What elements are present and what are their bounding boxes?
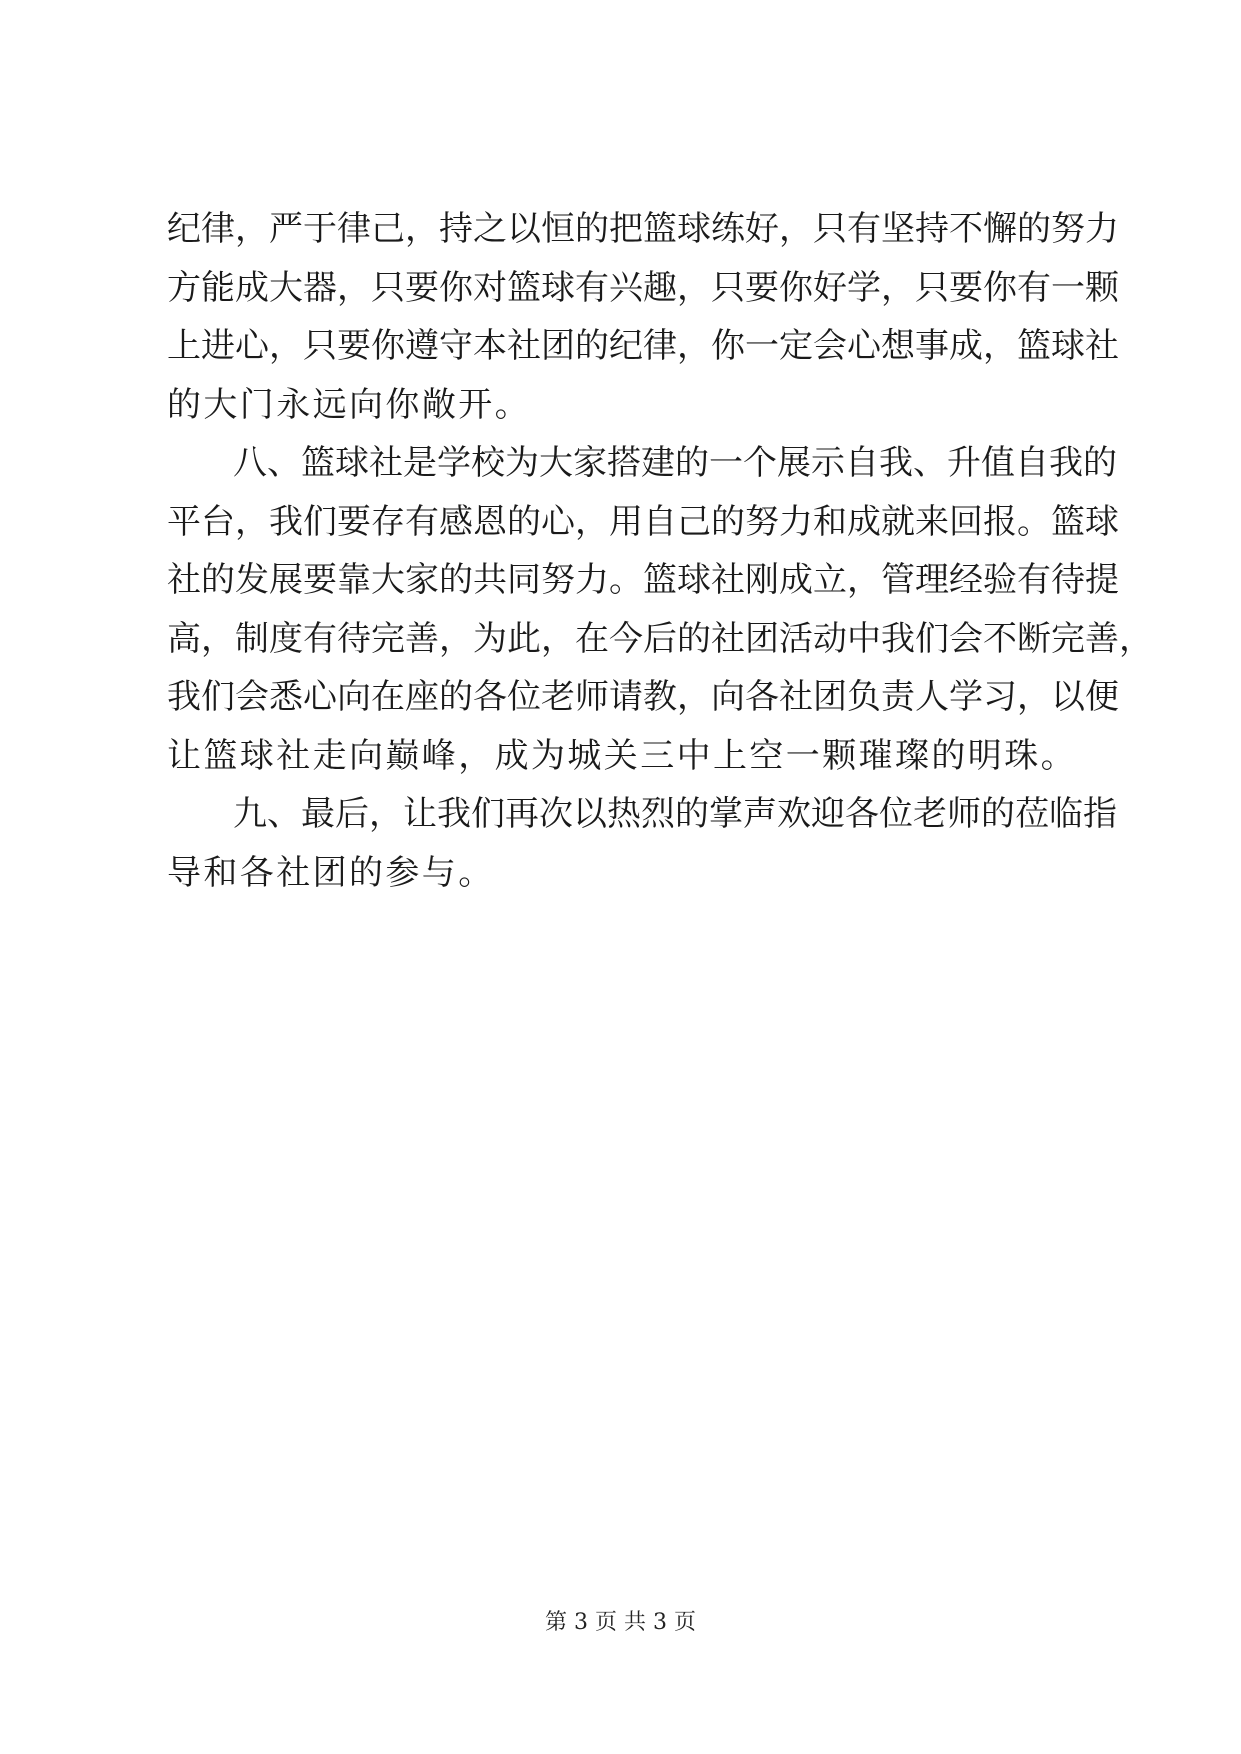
paragraph-line: 高，制度有待完善，为此，在今后的社团活动中我们会不断完善， — [167, 618, 1153, 659]
page-number-label: 第 3 页 共 3 页 — [545, 1610, 696, 1635]
paragraph-line: 平台，我们要存有感恩的心，用自己的努力和成就来回报。篮球 — [167, 501, 1119, 542]
page-footer — [0, 1608, 1241, 1638]
paragraph-line: 我们会悉心向在座的各位老师请教，向各社团负责人学习，以便 — [167, 677, 1119, 717]
paragraph-line: 社的发展要靠大家的共同努力。篮球社刚成立，管理经验有待提 — [167, 560, 1119, 600]
paragraph-line: 让篮球社走向巅峰，成为城关三中上空一颗璀璨的明珠。 — [167, 735, 1077, 776]
body-text — [167, 200, 1153, 902]
paragraph-line: 九、最后，让我们再次以热烈的掌声欢迎各位老师的莅临指 — [233, 794, 1117, 834]
paragraph-line: 上进心，只要你遵守本社团的纪律，你一定会心想事成，篮球社 — [167, 326, 1119, 366]
paragraph-line: 方能成大器，只要你对篮球有兴趣，只要你好学，只要你有一颗 — [167, 267, 1119, 308]
paragraph-line: 的大门永远向你敞开。 — [167, 384, 531, 425]
paragraph-line: 八、篮球社是学校为大家搭建的一个展示自我、升值自我的 — [233, 443, 1117, 483]
paragraph-line: 纪律，严于律己，持之以恒的把篮球练好，只有坚持不懈的努力 — [167, 209, 1119, 249]
paragraph-line: 导和各社团的参与。 — [167, 852, 495, 893]
